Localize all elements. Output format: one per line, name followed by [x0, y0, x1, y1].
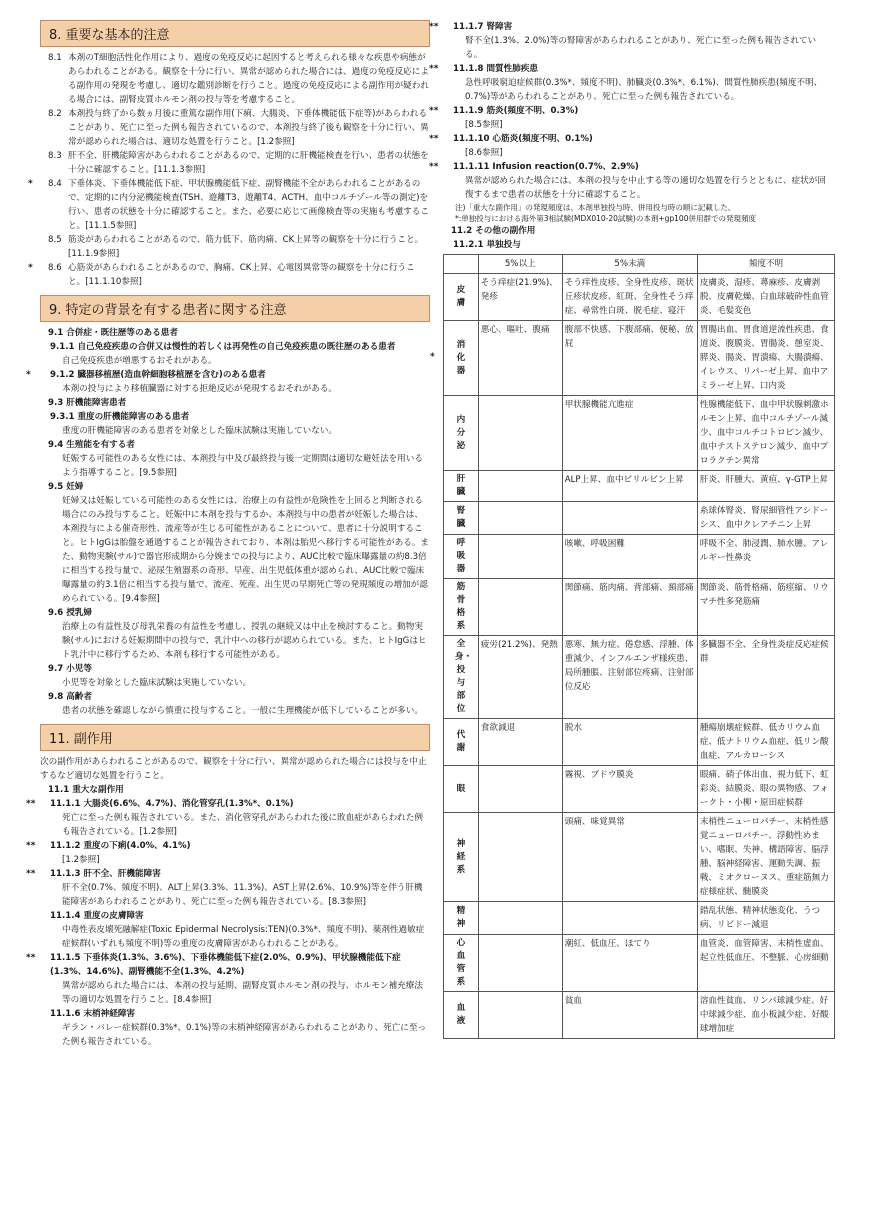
- revision-mark: **: [429, 134, 439, 144]
- block-text: 11.1.7 腎障害: [453, 22, 513, 32]
- revision-mark: *: [28, 179, 32, 189]
- text-block: [26, 797, 430, 811]
- text-block: [40, 620, 430, 662]
- freq-cell-b: ALP上昇、血中ビリルビン上昇: [562, 471, 697, 502]
- block-text: 9.4 生殖能を有する者: [48, 440, 135, 450]
- table-row: [444, 321, 835, 396]
- item-text: 下垂体炎、下垂体機能低下症、甲状腺機能低下症、副腎機能不全があらわれることがあるので、定期的に内分泌機能検査(TSH、遊離T3、遊離T4、ACTH、血中コルチゾール等の測定)を行い、患者の状態を十分に確認すること。また、必要に応じて画像検査等の実施も考慮すること。[11.1.5参照]: [68, 179, 429, 231]
- revision-mark: *: [28, 263, 32, 273]
- block-text: 小児等を対象とした臨床試験は実施していない。: [62, 678, 252, 688]
- freq-cell-b: 脱水: [562, 719, 697, 766]
- text-block: [443, 76, 833, 104]
- block-text: 9.7 小児等: [48, 664, 92, 674]
- block-text: 9.8 高齢者: [48, 692, 92, 702]
- block-text: 中毒性表皮壊死融解症(Toxic Epidermal Necrolysis:TEN)(0.3%*、頻度不明)、薬剤性過敏症症候群(いずれも頻度不明)等の重度の皮膚障害があらわれることがある。: [62, 925, 425, 949]
- note-2: *:単独投与における海外第3相試験(MDX010-20試験)の本剤+gp100併用群での発現頻度: [455, 214, 756, 223]
- organ-name: 呼吸器: [456, 538, 466, 574]
- block-text: 11.1.8 間質性肺疾患: [453, 64, 539, 74]
- revision-mark: *: [26, 370, 31, 380]
- section-8-item: [40, 149, 430, 177]
- text-block: [40, 410, 430, 424]
- block-text: 11.1.11 Infusion reaction(0.7%、2.9%): [453, 162, 639, 172]
- block-text: 11.1.5 下垂体炎(1.3%、3.6%)、下垂体機能低下症(2.0%、0.9%)、甲状腺機能低下症(1.3%、14.6%)、副腎機能不全(1.3%、4.2%): [50, 953, 401, 977]
- text-block: [443, 146, 833, 160]
- note-1: 注)「重大な副作用」の発現頻度は、本剤単独投与時、併用投与時の順に記載した。: [455, 203, 736, 212]
- organ-cell: [444, 535, 479, 579]
- organ-name: 神経系: [456, 838, 466, 875]
- organ-name: 精神: [456, 906, 466, 929]
- right-column: [429, 20, 833, 1039]
- freq-cell-a: 疲労(21.2%)、発熱: [478, 636, 562, 719]
- block-text: 妊娠する可能性のある女性には、本剤投与中及び最終投与後一定期間は適切な避妊法を用いるよう指導すること。[9.5参照]: [62, 454, 423, 478]
- table-header-5pct-over: 5%以上: [478, 255, 562, 274]
- table-row: [444, 274, 835, 321]
- text-block: [40, 881, 430, 909]
- item-text: 本剤投与終了から数ヵ月後に重篤な副作用(下痢、大腸炎、下垂体機能低下症等)があらわれることがあり、死亡に至った例も報告されているので、本剤投与終了後も観察を十分に行い、異常が認められた場合は、適切な処置を行うこと。[1.2参照]: [68, 109, 429, 147]
- table-row: [444, 471, 835, 502]
- block-text: 9.3.1 重度の肝機能障害のある患者: [50, 412, 190, 422]
- block-text: 自己免疫疾患が増悪するおそれがある。: [62, 356, 217, 366]
- table-row: [444, 813, 835, 902]
- section-8-item: [40, 51, 430, 107]
- text-block: [429, 160, 833, 174]
- text-block: [40, 704, 430, 718]
- section-11-left-list: [26, 783, 430, 1049]
- block-text: 異常が認められた場合には、本剤の投与延期、副腎皮質ホルモン剤の投与、ホルモン補充療法等の適切な処置を行うこと。[8.4参照]: [62, 981, 423, 1005]
- text-block: [40, 811, 430, 839]
- freq-cell-b: [562, 902, 697, 935]
- revision-mark: *: [430, 351, 435, 362]
- block-text: 9.1.1 自己免疫疾患の合併又は慢性的若しくは再発性の自己免疫疾患の既往歴のある患者: [50, 342, 396, 352]
- text-block: [429, 20, 833, 34]
- revision-mark: **: [429, 22, 439, 32]
- block-text: 9.3 肝機能障害患者: [48, 398, 127, 408]
- table-row: [444, 502, 835, 535]
- freq-cell-a: [478, 396, 562, 471]
- block-text: 11.1.6 末梢神経障害: [50, 1009, 136, 1019]
- table-header-organ: [444, 255, 479, 274]
- text-block: [40, 382, 430, 396]
- table-row: [444, 535, 835, 579]
- freq-cell-a: [478, 813, 562, 902]
- text-block: [40, 979, 430, 1007]
- table-row: [444, 579, 835, 636]
- text-block: [40, 340, 430, 354]
- section-9-header: 9. 特定の背景を有する患者に関する注意: [40, 295, 430, 322]
- organ-cell: [444, 636, 479, 719]
- organ-name: 血液: [456, 1003, 466, 1026]
- freq-cell-a: [478, 579, 562, 636]
- freq-cell-b: 関節痛、筋肉痛、背部痛、頚部痛: [562, 579, 697, 636]
- freq-cell-b: 腹部不快感、下腹部痛、便秘、放屁: [562, 321, 697, 396]
- table-row: [444, 766, 835, 813]
- block-text: 9.1 合併症・既往歴等のある患者: [48, 328, 178, 338]
- monotherapy-title: 11.2.1 単独投与: [453, 240, 521, 250]
- text-block: [40, 923, 430, 951]
- block-text: ギラン・バレー症候群(0.3%*、0.1%)等の末梢神経障害があらわれることがあり、死亡に至った例も報告されている。: [62, 1023, 427, 1047]
- section-8-header: 8. 重要な基本的注意: [40, 20, 430, 47]
- text-block: [40, 909, 430, 923]
- item-text: 本剤のT細胞活性化作用により、過度の免疫反応に起因すると考えられる様々な疾患や病態があらわれることがある。観察を十分に行い、異常が認められた場合には、過度の免疫反応による副作用の発現を考慮し、適切な鑑別診断を行うこと。過度の免疫反応による副作用が疑われる場合には、副腎皮質ホルモン剤の投与等を考慮すること。: [68, 53, 429, 105]
- text-block: [40, 606, 430, 620]
- table-header-unknown: 頻度不明: [697, 255, 834, 274]
- section-8-item: [40, 233, 430, 261]
- text-block: [26, 839, 430, 853]
- freq-cell-a: [478, 535, 562, 579]
- section-8-item: [28, 177, 430, 233]
- table-body: [430, 274, 835, 1039]
- organ-cell: [444, 396, 479, 471]
- freq-cell-b: 霧視、ブドウ膜炎: [562, 766, 697, 813]
- freq-cell-c: 腫瘍崩壊症候群、低カリウム血症、低ナトリウム血症、低リン酸血症、アルカローシス: [697, 719, 834, 766]
- freq-cell-c: 眼痛、硝子体出血、視力低下、虹彩炎、結膜炎、眼の異物感、フォークト・小柳・原田症候群: [697, 766, 834, 813]
- organ-name: 心血管系: [456, 938, 466, 987]
- freq-cell-a: そう痒症(21.9%)、発疹: [478, 274, 562, 321]
- freq-cell-c: 肝炎、肝腫大、黄疸、γ-GTP上昇: [697, 471, 834, 502]
- item-number: 8.5: [48, 235, 62, 245]
- organ-name: 消化器: [456, 339, 466, 376]
- freq-cell-c: 血管炎、血管障害、末梢性虚血、起立性低血圧、不整脈、心房細動: [697, 935, 834, 992]
- block-text: 9.1.2 臓器移植歴(造血幹細胞移植歴を含む)のある患者: [50, 370, 266, 380]
- organ-cell: [444, 274, 479, 321]
- item-number: 8.3: [48, 151, 62, 161]
- text-block: [40, 676, 430, 690]
- revision-mark: **: [429, 106, 439, 116]
- freq-cell-b: 悪寒、無力症、倦怠感、浮腫、体重減少、インフルエンザ様疾患、局所腫脹、注射部位疼痛、注射部位反応: [562, 636, 697, 719]
- text-block: [40, 424, 430, 438]
- freq-cell-b: 咳嗽、呼吸困難: [562, 535, 697, 579]
- organ-name: 代謝: [456, 730, 466, 753]
- freq-cell-c: 関節炎、筋骨格痛、筋痙縮、リウマチ性多発筋痛: [697, 579, 834, 636]
- freq-cell-c: 多臓器不全、全身性炎症反応症候群: [697, 636, 834, 719]
- organ-name: 肝臓: [456, 474, 466, 497]
- organ-cell: [444, 902, 479, 935]
- organ-name: 内分泌: [456, 414, 466, 451]
- block-text: [1.2参照]: [62, 855, 100, 865]
- block-text: 9.6 授乳婦: [48, 608, 92, 618]
- revision-mark: **: [26, 799, 36, 809]
- organ-name: 腎臓: [456, 506, 466, 529]
- text-block: [429, 104, 833, 118]
- block-text: 11.1.2 重度の下痢(4.0%、4.1%): [50, 841, 191, 851]
- table-row: [444, 935, 835, 992]
- section-11-intro: 次の副作用があらわれることがあるので、観察を十分に行い、異常が認められた場合には投与を中止するなど適切な処置を行うこと。: [40, 757, 427, 781]
- text-block: [40, 690, 430, 704]
- item-number: 8.1: [48, 53, 62, 63]
- freq-cell-c: 胃腸出血、胃食道逆流性疾患、食道炎、腹膜炎、胃腸炎、憩室炎、膵炎、腸炎、胃潰瘍、大腸潰瘍、イレウス、リパーゼ上昇、血中アミラーゼ上昇、口内炎: [697, 321, 834, 396]
- table-header-5pct-under: 5%未満: [562, 255, 697, 274]
- item-text: 心筋炎があらわれることがあるので、胸痛、CK上昇、心電図異常等の観察を十分に行うこと。[11.1.10参照]: [68, 263, 415, 287]
- adverse-reaction-table: [430, 254, 835, 1039]
- block-text: 腎不全(1.3%、2.0%)等の腎障害があらわれることがあり、死亡に至った例も報告されている。: [465, 36, 817, 60]
- freq-cell-c: 皮膚炎、湿疹、蕁麻疹、皮膚剥脱、皮膚乾燥、白血球破砕性血管炎、毛髪変色: [697, 274, 834, 321]
- freq-cell-a: [478, 502, 562, 535]
- organ-name: 筋骨格系: [456, 582, 466, 631]
- text-block: [429, 132, 833, 146]
- block-text: 11.1.10 心筋炎(頻度不明、0.1%): [453, 134, 593, 144]
- block-text: 肝不全(0.7%、頻度不明)、ALT上昇(3.3%、11.3%)、AST上昇(2.6%、10.9%)等を伴う肝機能障害があらわれることがあり、死亡に至った例も報告されている。[8.3参照]: [62, 883, 423, 907]
- block-text: 9.5 妊婦: [48, 482, 84, 492]
- text-block: [443, 34, 833, 62]
- freq-cell-a: [478, 902, 562, 935]
- organ-cell: [430, 321, 479, 396]
- freq-cell-b: 頭痛、味覚異常: [562, 813, 697, 902]
- text-block: [40, 354, 430, 368]
- revision-mark: **: [429, 64, 439, 74]
- revision-mark: **: [429, 162, 439, 172]
- organ-cell: [444, 719, 479, 766]
- table-header-row: [444, 255, 835, 274]
- text-block: [443, 118, 833, 132]
- freq-cell-a: [478, 992, 562, 1039]
- organ-cell: [444, 813, 479, 902]
- organ-cell: [444, 935, 479, 992]
- freq-cell-c: 呼吸不全、肺浸潤、肺水腫、アレルギー性鼻炎: [697, 535, 834, 579]
- freq-cell-a: 悪心、嘔吐、腹痛: [478, 321, 562, 396]
- freq-cell-a: [478, 471, 562, 502]
- freq-cell-c: 錯乱状態、精神状態変化、うつ病、リビドー減退: [697, 902, 834, 935]
- freq-cell-c: 糸球体腎炎、腎尿細管性アシドーシス、血中クレアチニン上昇: [697, 502, 834, 535]
- text-block: [40, 438, 430, 452]
- text-block: [40, 452, 430, 480]
- item-text: 肝不全、肝機能障害があらわれることがあるので、定期的に肝機能検査を行い、患者の状態を十分に確認すること。[11.1.3参照]: [68, 151, 429, 175]
- other-adverse-title: 11.2 その他の副作用: [451, 226, 536, 236]
- table-row: [444, 902, 835, 935]
- block-text: 11.1.3 肝不全、肝機能障害: [50, 869, 161, 879]
- text-block: [40, 480, 430, 494]
- organ-cell: [444, 471, 479, 502]
- organ-name: 皮膚: [456, 285, 466, 308]
- item-text: 筋炎があらわれることがあるので、筋力低下、筋肉痛、CK上昇等の観察を十分に行うこと。[11.1.9参照]: [68, 235, 424, 259]
- item-number: 8.4: [48, 179, 62, 189]
- text-block: [429, 62, 833, 76]
- section-8-list: [28, 51, 430, 289]
- organ-cell: [444, 579, 479, 636]
- revision-mark: **: [26, 953, 36, 963]
- organ-cell: [444, 766, 479, 813]
- text-block: [26, 368, 430, 382]
- freq-cell-a: [478, 766, 562, 813]
- text-block: [40, 326, 430, 340]
- block-text: 11.1.1 大腸炎(6.6%、4.7%)、消化管穿孔(1.3%*、0.1%): [50, 799, 294, 809]
- freq-cell-c: 末梢性ニューロパチー、末梢性感覚ニューロパチー、浮動性めまい、嗜眠、失神、構語障害、脳浮腫、脳神経障害、運動失調、振戦、ミオクローヌス、重症筋無力症様症状、髄膜炎: [697, 813, 834, 902]
- freq-cell-b: [562, 502, 697, 535]
- text-block: [40, 853, 430, 867]
- freq-cell-b: そう痒性皮疹、全身性皮疹、斑状丘疹状皮疹、紅斑、全身性そう痒症、尋常性白斑、脱毛症、寝汗: [562, 274, 697, 321]
- text-block: [40, 494, 430, 606]
- freq-cell-b: 甲状腺機能亢進症: [562, 396, 697, 471]
- organ-name: 全身・投与部位: [454, 639, 473, 714]
- block-text: 死亡に至った例も報告されている。また、消化管穿孔があらわれた後に敗血症があらわれた例も報告されている。[1.2参照]: [62, 813, 423, 837]
- revision-mark: **: [26, 841, 36, 851]
- organ-cell: [444, 992, 479, 1039]
- block-text: 11.1.4 重度の皮膚障害: [50, 911, 144, 921]
- freq-cell-c: 性腺機能低下、血中甲状腺刺激ホルモン上昇、血中コルチゾール減少、血中コルチコトロピン減少、血中テストステロン減少、血中プロラクチン異常: [697, 396, 834, 471]
- text-block: [40, 1007, 430, 1021]
- freq-cell-a: [478, 935, 562, 992]
- block-text: 患者の状態を確認しながら慎重に投与すること。一般に生理機能が低下していることが多い。: [62, 706, 423, 716]
- revision-mark: **: [26, 869, 36, 879]
- section-8-item: [40, 107, 430, 149]
- table-row: [444, 396, 835, 471]
- freq-cell-a: 食欲減退: [478, 719, 562, 766]
- block-text: 重度の肝機能障害のある患者を対象とした臨床試験は実施していない。: [62, 426, 338, 436]
- text-block: [26, 867, 430, 881]
- block-text: 11.1.9 筋炎(頻度不明、0.3%): [453, 106, 579, 116]
- block-text: [8.6参照]: [465, 148, 503, 158]
- section-11-header: 11. 副作用: [40, 724, 430, 751]
- freq-cell-b: 潮紅、低血圧、ほてり: [562, 935, 697, 992]
- text-block: [443, 174, 833, 202]
- table-row: [444, 992, 835, 1039]
- block-text: 急性呼吸窮迫症候群(0.3%*、頻度不明)、肺臓炎(0.3%*、6.1%)、間質性肺疾患(頻度不明、0.7%)等があらわれることがあり、死亡に至った例も報告されている。: [465, 78, 823, 102]
- organ-cell: [444, 502, 479, 535]
- section-8-item: [28, 261, 430, 289]
- section-11-right-list: [429, 20, 833, 202]
- block-text: 本剤の投与により移植臓器に対する拒絶反応が発現するおそれがある。: [62, 384, 338, 394]
- block-text: 妊婦又は妊娠している可能性のある女性には、治療上の有益性が危険性を上回ると判断される場合にのみ投与すること。妊娠中に本剤を投与するか、本剤投与中の患者が妊娠した場合は、本剤投与による催奇形性、流産等が生じる可能性があることについて、患者に十分説明すること。ヒトIgGは胎盤を通過することが報告されており、本剤は胎児へ移行する可能性がある。また、動物実験(サル)で器官形成期から分娩までの投与により、AUC比較で臨床曝露量の約8.3倍に相当する投与量で、泌尿生殖器系の奇形、早産、出生児低体重が認められ、AUC比較で臨床曝露量の約3.1倍に相当する投与量で、流産、死産、出生児の早期死亡等の発現頻度の増加が認められている。[9.4参照]: [62, 496, 429, 604]
- table-row: [444, 719, 835, 766]
- freq-cell-c: 溶血性貧血、リンパ球減少症、好中球減少症、血小板減少症、好酸球増加症: [697, 992, 834, 1039]
- block-text: [8.5参照]: [465, 120, 503, 130]
- freq-cell-b: 貧血: [562, 992, 697, 1039]
- left-column: [26, 20, 430, 1049]
- block-text: 治療上の有益性及び母乳栄養の有益性を考慮し、授乳の継続又は中止を検討すること。動物実験(サル)における妊娠期間中の投与で、乳汁中への移行が認められている。また、ヒトIgGはヒト乳汁中に移行するため、本剤も移行する可能性がある。: [62, 622, 427, 660]
- text-block: [40, 396, 430, 410]
- text-block: [40, 783, 430, 797]
- text-block: [26, 951, 430, 979]
- section-9-list: [26, 326, 430, 718]
- block-text: 異常が認められた場合には、本剤の投与を中止する等の適切な処置を行うとともに、症状が回復するまで患者の状態を十分に確認すること。: [465, 176, 826, 200]
- text-block: [40, 662, 430, 676]
- text-block: [40, 1021, 430, 1049]
- table-row: [444, 636, 835, 719]
- item-number: 8.2: [48, 109, 62, 119]
- item-number: 8.6: [48, 263, 62, 273]
- organ-name: 眼: [456, 784, 466, 794]
- block-text: 11.1 重大な副作用: [48, 785, 124, 795]
